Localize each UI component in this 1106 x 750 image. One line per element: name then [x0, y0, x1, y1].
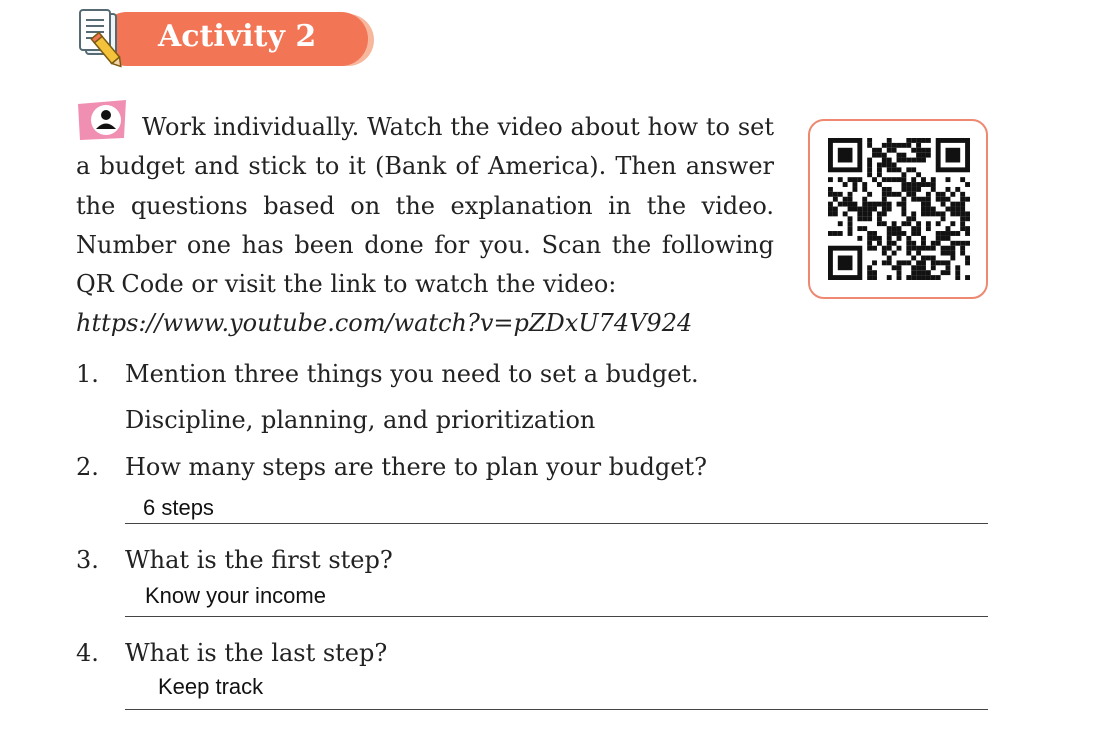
answer-3[interactable]: Know your income	[145, 583, 326, 608]
video-link[interactable]: https://www.youtube.com/watch?v=pZDxU74V924	[76, 309, 693, 338]
question-text: What is the last step?	[125, 639, 388, 667]
qr-code-box	[808, 119, 988, 299]
answer-line-3	[125, 616, 988, 617]
question-number: 2.	[76, 453, 99, 481]
instruction-text: Work individually. Watch the video about how to set a budget and stick to it (Bank of America). Then answer the questions based on the explanation in the video. Number one has been done for you. Scan the following QR Code or visit the link to watch the video:	[76, 113, 774, 299]
question-number: 3.	[76, 546, 99, 574]
question-number: 4.	[76, 639, 99, 667]
answer-1: Discipline, planning, and prioritization	[125, 406, 596, 434]
question-text: How many steps are there to plan your budget?	[125, 453, 707, 481]
answer-line-4	[125, 709, 988, 710]
answer-2[interactable]: 6 steps	[143, 495, 214, 520]
answer-line-2	[125, 523, 988, 524]
instruction-paragraph	[76, 108, 774, 344]
qr-code-icon[interactable]	[828, 138, 970, 280]
activity-title: Activity 2	[158, 19, 317, 54]
document-pencil-icon	[74, 6, 132, 70]
answer-4[interactable]: Keep track	[158, 674, 264, 699]
activity-header	[74, 6, 374, 70]
question-text: What is the first step?	[125, 546, 393, 574]
question-text: Mention three things you need to set a budget.	[125, 360, 699, 388]
question-number: 1.	[76, 360, 99, 388]
